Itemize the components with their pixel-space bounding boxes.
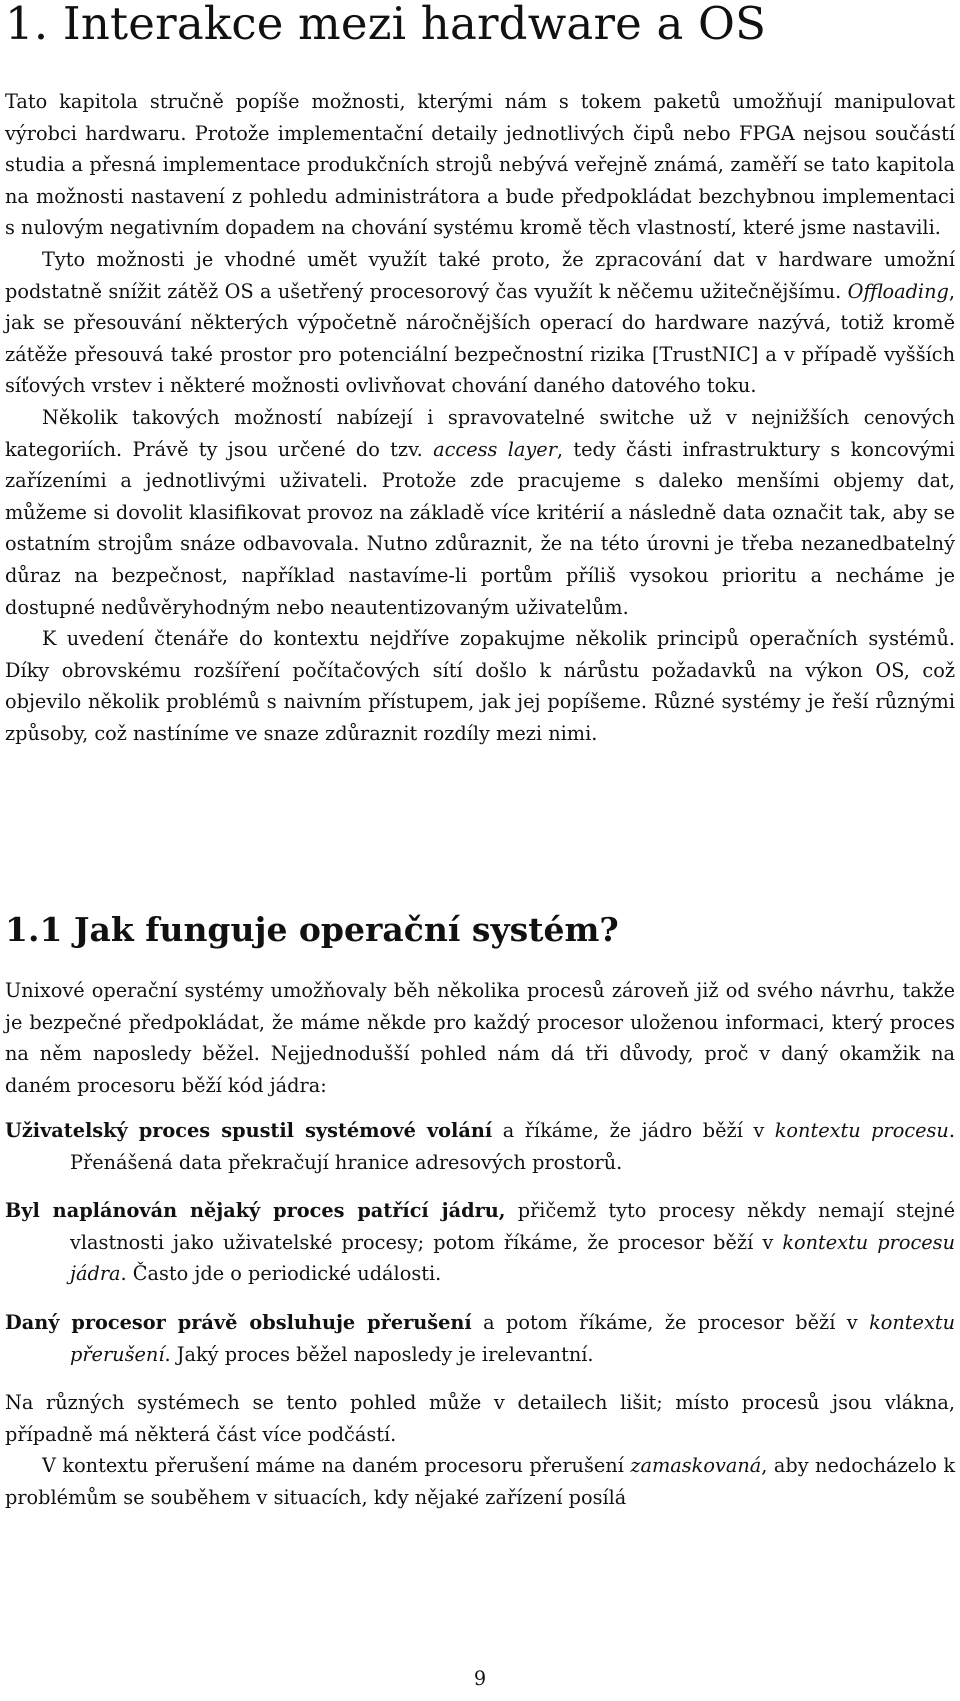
list-item-text: přičemž tyto procesy někdy nemají stejné vlastnosti jako uživatelské procesy; potom říkáme, že procesor běží v <box>70 1199 955 1254</box>
paragraph-text: , jak se přesouvání některých výpočetně náročnějších operací do hardware nazývá, totiž kromě zátěže přesouvá také prostor pro potenciální bezpečnostní rizika [TrustNIC] a v případě vyšších síťových vrstev i některé možnosti ovlivňovat chování daného datového toku. <box>5 279 955 398</box>
paragraph-text: , tedy části infrastruktury s koncovými zařízeními a jednotlivými uživateli. Protože zde pracujeme s daleko menšími objemy dat, můžeme si dovolit klasifikovat provoz na základě více kritérií a následně data označit tak, aby se ostatním strojům snáze odbavovala. Nutno zdůraznit, že na této úrovni je třeba nezanedbatelný důraz na bezpečnost, například nastavíme-li portům příliš vysokou prioritu a necháme je dostupné nedůvěryhodným nebo neautentizovaným uživatelům. <box>5 437 955 619</box>
list-item-term: Daný procesor právě obsluhuje přerušení <box>5 1310 472 1334</box>
list-item-emphasis: kontextu procesu <box>774 1119 949 1142</box>
section-intro <box>5 975 955 1101</box>
list-item <box>5 1195 955 1290</box>
section-title: 1.1 Jak funguje operační systém? <box>5 910 619 949</box>
list-item-text: . Často jde o periodické události. <box>120 1262 442 1286</box>
list-item <box>5 1307 955 1370</box>
list-item-emphasis: kontextu procesu jádra <box>70 1230 955 1286</box>
paragraph-text: V kontextu přerušení máme na daném procesoru přerušení <box>42 1454 624 1478</box>
paragraph-context: K uvedení čtenáře do kontextu nejdříve zopakujme několik principů operačních systémů. Díky obrovskému rozšíření počítačových sítí došlo k nárůstu požadavků na výkon OS, což objevilo několik problémů s naivním přístupem, jak jej popíšeme. Různé systémy je řeší různými způsoby, což nastíníme ve snaze zdůraznit rozdíly mezi nimi. <box>5 627 955 745</box>
list-item <box>5 1115 955 1178</box>
term-access-layer: access layer <box>433 437 557 461</box>
list-item-text: a říkáme, že jádro běží v <box>492 1119 775 1142</box>
paragraph-switches <box>5 402 955 623</box>
list-item-emphasis: kontextu přerušení <box>70 1310 955 1366</box>
paragraph-intro: Tato kapitola stručně popíše možnosti, kterými nám s tokem paketů umožňují manipulovat výrobci hardwaru. Protože implementační detaily jednotlivých čipů nebo FPGA nejsou součástí studia a přesná implementace produkčních strojů nebývá veřejně známá, zaměří se tato kapitola na možnosti nastavení z pohledu administrátora a bude předpokládat bezchybnou implementaci s nulovým negativním dopadem na chování systému kromě těch vlastností, které jsme nastavili. <box>5 90 955 240</box>
list-item-term: Byl naplánován nějaký proces patřící jádru, <box>5 1199 506 1223</box>
paragraph-text: , aby nedocházelo k problémům se souběhem v situacích, kdy nějaké zařízení posílá <box>5 1454 956 1509</box>
section-body-continued <box>5 1387 955 1513</box>
paragraph-variants: Na různých systémech se tento pohled může v detailech lišit; místo procesů jsou vlákna, případně má některá část více podčástí. <box>5 1391 955 1446</box>
paragraph-unix: Unixové operační systémy umožňovaly běh několika procesů zároveň již od svého návrhu, takže je bezpečné předpokládat, že máme někde pro každý procesor uloženou informaci, který proces na něm naposledy běžel. Nejjednodušší pohled nám dá tři důvody, proč v daný okamžik na daném procesoru běží kód jádra: <box>5 979 955 1097</box>
term-offloading: Offloading <box>847 279 949 303</box>
chapter-body <box>5 86 955 749</box>
paragraph-interrupt-context <box>5 1450 955 1513</box>
chapter-title: 1. Interakce mezi hardware a OS <box>5 0 767 50</box>
list-item-text: . Jaký proces běžel naposledy je irelevantní. <box>164 1342 594 1366</box>
page-number: 9 <box>473 1667 487 1690</box>
term-zamaskovana: zamaskovaná <box>630 1454 762 1478</box>
list-item-text: a potom říkáme, že procesor běží v <box>471 1310 870 1334</box>
paragraph-text: Několik takových možností nabízejí i spravovatelné switche už v nejnižších cenových kategoriích. Právě ty jsou určené do tzv. <box>5 405 955 461</box>
list-item-text: . Přenášená data překračují hranice adresových prostorů. <box>70 1119 955 1174</box>
list-item-term: Uživatelský proces spustil systémové volání <box>5 1119 493 1142</box>
paragraph-text: Tyto možnosti je vhodné umět využít také proto, že zpracování dat v hardware umožní podstatně snížit zátěž OS a ušetřený procesorový čas využít k něčemu užitečnějšímu. <box>5 247 955 303</box>
description-list <box>5 1115 955 1387</box>
paragraph-offloading <box>5 244 955 402</box>
